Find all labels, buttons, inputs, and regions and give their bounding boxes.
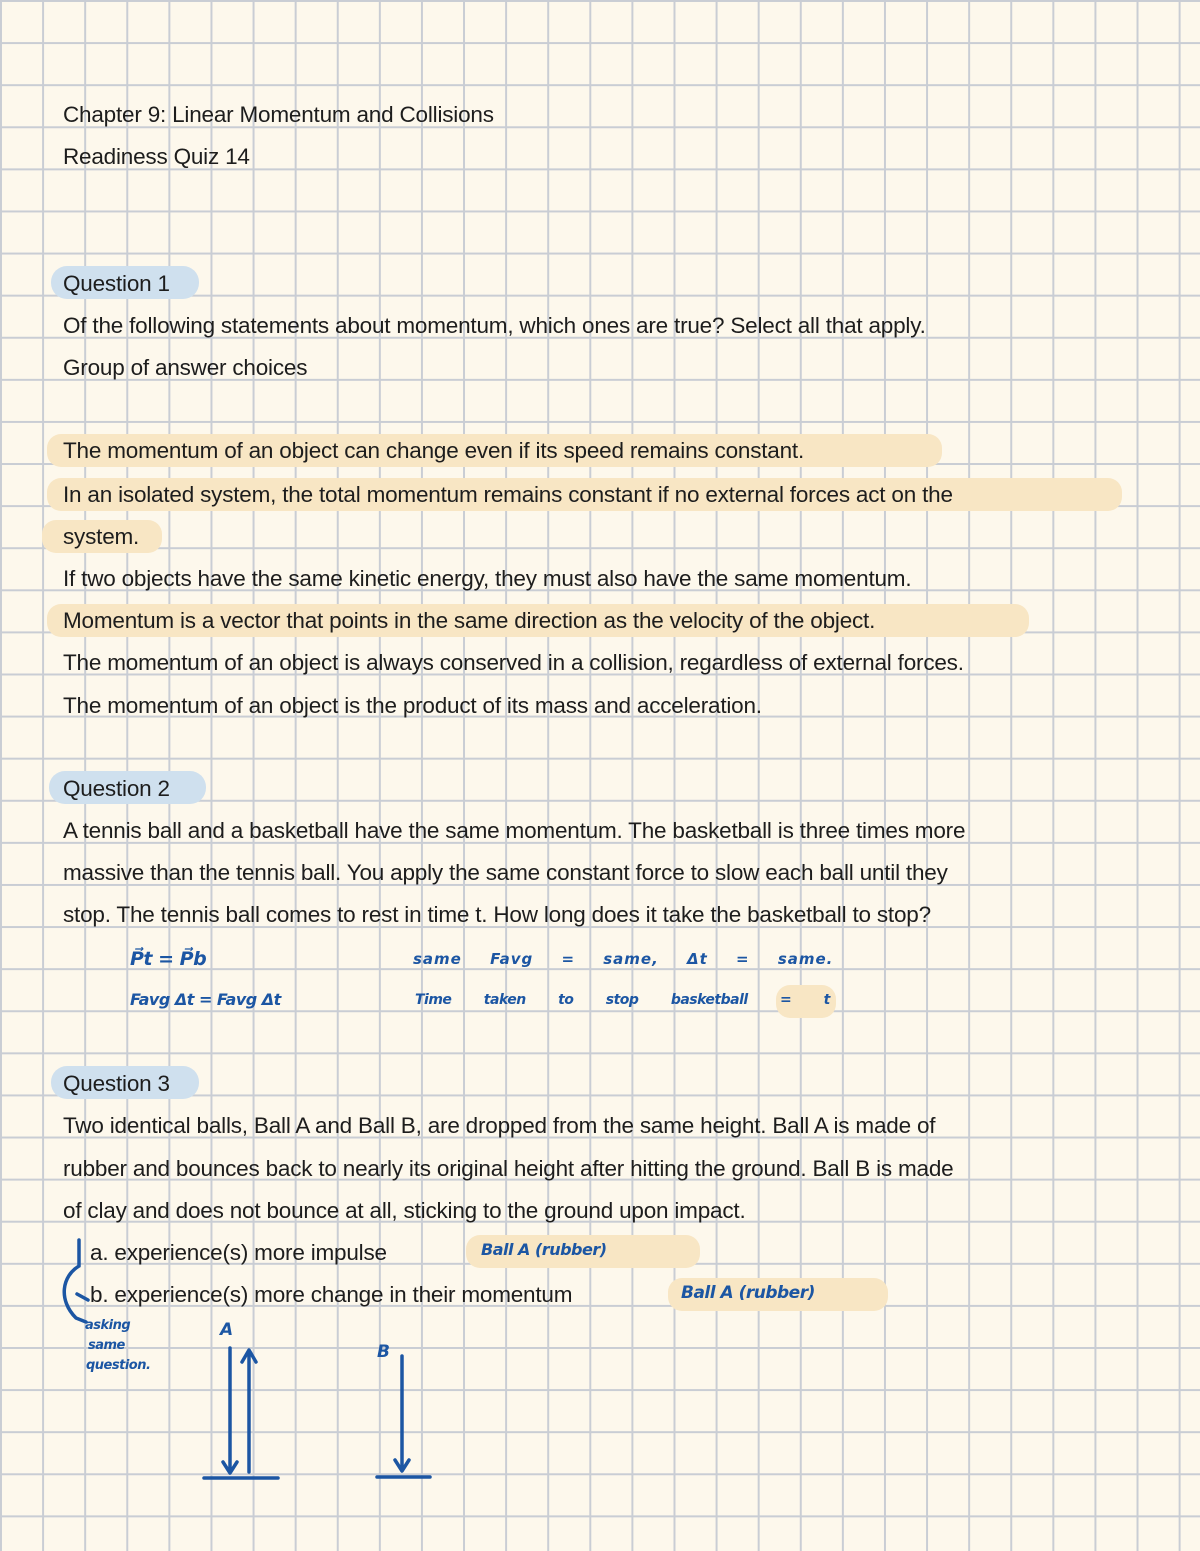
question-3-part-b: b. experience(s) more change in their momentum: [90, 1282, 573, 1307]
question-3-line-2: rubber and bounces back to nearly its original height after hitting the ground. Ball B is made: [63, 1156, 954, 1181]
question-1-prompt: Of the following statements about momentum, which ones are true? Select all that apply.: [63, 313, 926, 338]
choice-5: The momentum of an object is always conserved in a collision, regardless of external forces.: [63, 650, 964, 675]
handwritten-eq-1: P⃗t = P⃗b: [130, 948, 207, 970]
choice-2: In an isolated system, the total momentum remains constant if no external forces act on the: [63, 482, 953, 507]
handwritten-note-1: same Favg = same, Δt = same.: [413, 950, 834, 968]
side-note-line-2: same: [88, 1338, 125, 1353]
choice-4: Momentum is a vector that points in the same direction as the velocity of the object.: [63, 608, 876, 633]
question-2-line-2: massive than the tennis ball. You apply the same constant force to slow each ball until they: [63, 860, 948, 885]
ball-a-up-arrow: [242, 1350, 256, 1472]
choice-1: The momentum of an object can change even if its speed remains constant.: [63, 438, 805, 463]
bracket-stroke: [64, 1240, 88, 1322]
question-2-line-1: A tennis ball and a basketball have the same momentum. The basketball is three times more: [63, 818, 966, 843]
question-2-line-3: stop. The tennis ball comes to rest in time t. How long does it take the basketball to stop?: [63, 902, 931, 927]
quiz-title: Readiness Quiz 14: [63, 144, 250, 169]
handwritten-note-2: Time taken to stop basketball = t: [415, 992, 830, 1008]
question-3-line-3: of clay and does not bounce at all, sticking to the ground upon impact.: [63, 1198, 746, 1223]
choice-3: If two objects have the same kinetic energy, they must also have the same momentum.: [63, 566, 912, 591]
question-3-part-a: a. experience(s) more impulse: [90, 1240, 387, 1265]
handwritten-eq-2: Favg Δt = Favg Δt: [130, 990, 281, 1009]
question-3-line-1: Two identical balls, Ball A and Ball B, are dropped from the same height. Ball A is made of: [63, 1113, 936, 1138]
handwritten-answer-b: Ball A (rubber): [681, 1283, 815, 1303]
ball-b-down-arrow: [395, 1356, 409, 1471]
choice-2-cont: system.: [63, 524, 140, 549]
diagram-label-b: B: [377, 1342, 390, 1362]
diagram-label-a: A: [220, 1320, 233, 1340]
question-3-label: Question 3: [63, 1071, 170, 1096]
chapter-title: Chapter 9: Linear Momentum and Collisions: [63, 102, 494, 127]
ball-a-down-arrow: [223, 1348, 237, 1473]
question-1-label: Question 1: [63, 271, 170, 296]
handwritten-answer-a: Ball A (rubber): [481, 1240, 607, 1259]
question-2-label: Question 2: [63, 776, 170, 801]
side-note-line-1: asking: [85, 1318, 131, 1333]
side-note-line-3: question.: [86, 1358, 151, 1373]
choice-6: The momentum of an object is the product of its mass and acceleration.: [63, 693, 762, 718]
question-1-subprompt: Group of answer choices: [63, 355, 308, 380]
